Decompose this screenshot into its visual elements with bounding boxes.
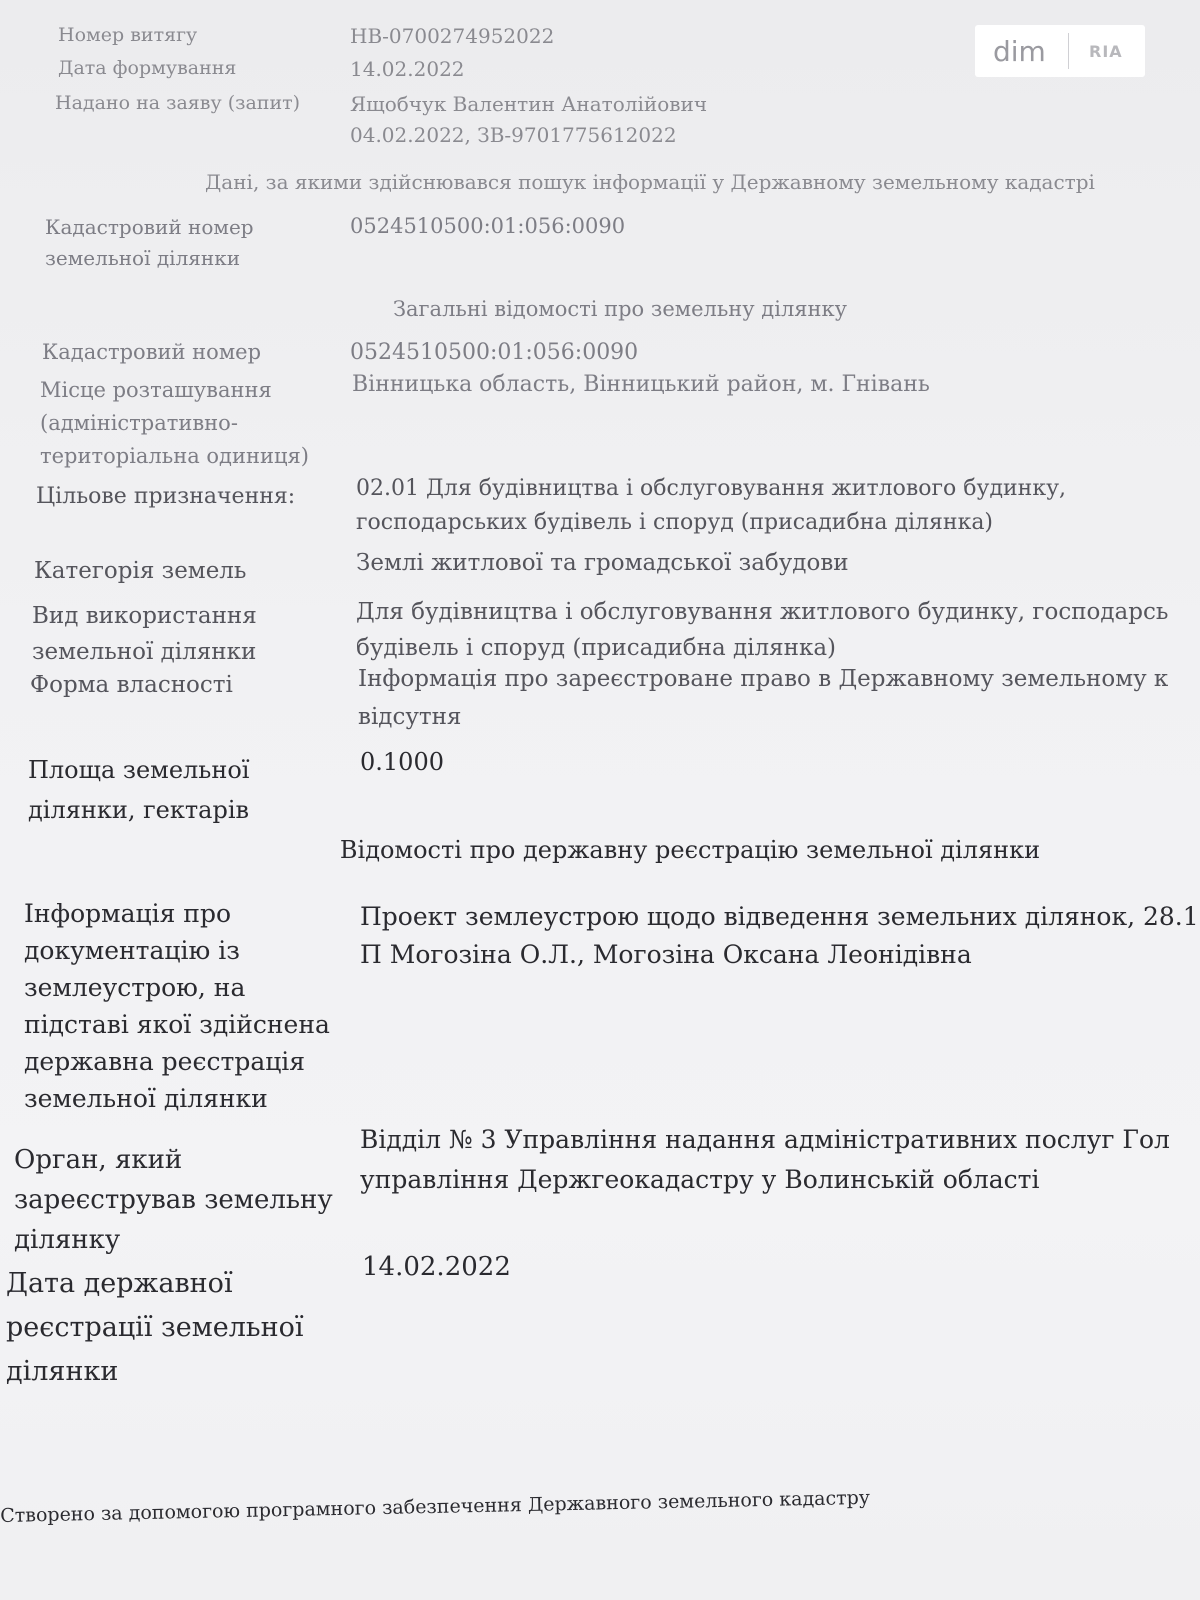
- usage-value: Для будівництва і обслуговування житлового будинку, господарсь будівель і споруд (присадибна ділянка): [356, 599, 1169, 661]
- registration-date-label: Дата державної реєстрації земельної ділянки: [6, 1268, 304, 1387]
- location-label: Місце розташування (адміністративно- територіальна одиниця): [40, 378, 309, 468]
- purpose-label: Цільове призначення:: [36, 484, 296, 509]
- cadastral-number-value: 0524510500:01:056:0090: [350, 340, 639, 365]
- watermark-dim-text: dim: [993, 34, 1046, 68]
- registration-date-value: 14.02.2022: [362, 1252, 511, 1282]
- provided-name: Ящобчук Валентин Анатолійович: [350, 92, 708, 116]
- search-section-title: Дані, за якими здійснювався пошук інформації у Державному земельному кадастрі: [205, 170, 1095, 194]
- formed-date-value: 14.02.2022: [350, 57, 465, 81]
- location-value: Вінницька область, Вінницький район, м. Гнівань: [352, 372, 930, 397]
- footer-created-with: Створено за допомогою програмного забезпечення Державного земельного кадастру: [0, 1486, 871, 1527]
- registration-section-title: Відомості про державну реєстрацію земельної ділянки: [339, 836, 1041, 864]
- usage-label: Вид використання земельної ділянки: [32, 603, 257, 665]
- area-value: 0.1000: [360, 748, 444, 776]
- provided-ref: 04.02.2022, ЗВ-9701775612022: [350, 123, 677, 147]
- category-value: Землі житлової та громадської забудови: [356, 550, 849, 576]
- extract-number-label: Номер витягу: [58, 24, 198, 46]
- formed-date-label: Дата формування: [58, 57, 237, 79]
- documentation-label: Інформація про документацію із землеустрою, на підставі якої здійснена державна реєстрація земельної ділянки: [24, 899, 330, 1113]
- dimria-watermark-logo: [975, 25, 1145, 77]
- general-section-title: Загальні відомості про земельну ділянку: [392, 297, 848, 321]
- watermark-ria-text: RIA: [1089, 41, 1123, 61]
- ownership-value: Інформація про зареєстроване право в Державному земельному к відсутня: [358, 666, 1169, 730]
- area-label: Площа земельної ділянки, гектарів: [28, 756, 250, 824]
- category-label: Категорія земель: [34, 558, 247, 584]
- registering-body-value: Відділ № 3 Управління надання адміністративних послуг Гол управління Держгеокадастру у Волинській області: [360, 1125, 1170, 1194]
- provided-label: Надано на заяву (запит): [55, 92, 301, 114]
- documentation-value: Проект землеустрою щодо відведення земельних ділянок, 28.1 П Могозіна О.Л., Могозіна Оксана Леонідівна: [360, 902, 1199, 969]
- ownership-label: Форма власності: [30, 672, 233, 698]
- purpose-value: 02.01 Для будівництва і обслуговування житлового будинку, господарських будівель і споруд (присадибна ділянка): [356, 476, 1067, 535]
- cadastral-number-label: Кадастровий номер: [42, 340, 262, 364]
- extract-number-value: НВ-0700274952022: [350, 24, 555, 48]
- search-cadastral-value: 0524510500:01:056:0090: [350, 214, 626, 238]
- search-cadastral-label: Кадастровий номер земельної ділянки: [45, 215, 254, 270]
- registering-body-label: Орган, який зареєстрував земельну ділянку: [14, 1145, 333, 1255]
